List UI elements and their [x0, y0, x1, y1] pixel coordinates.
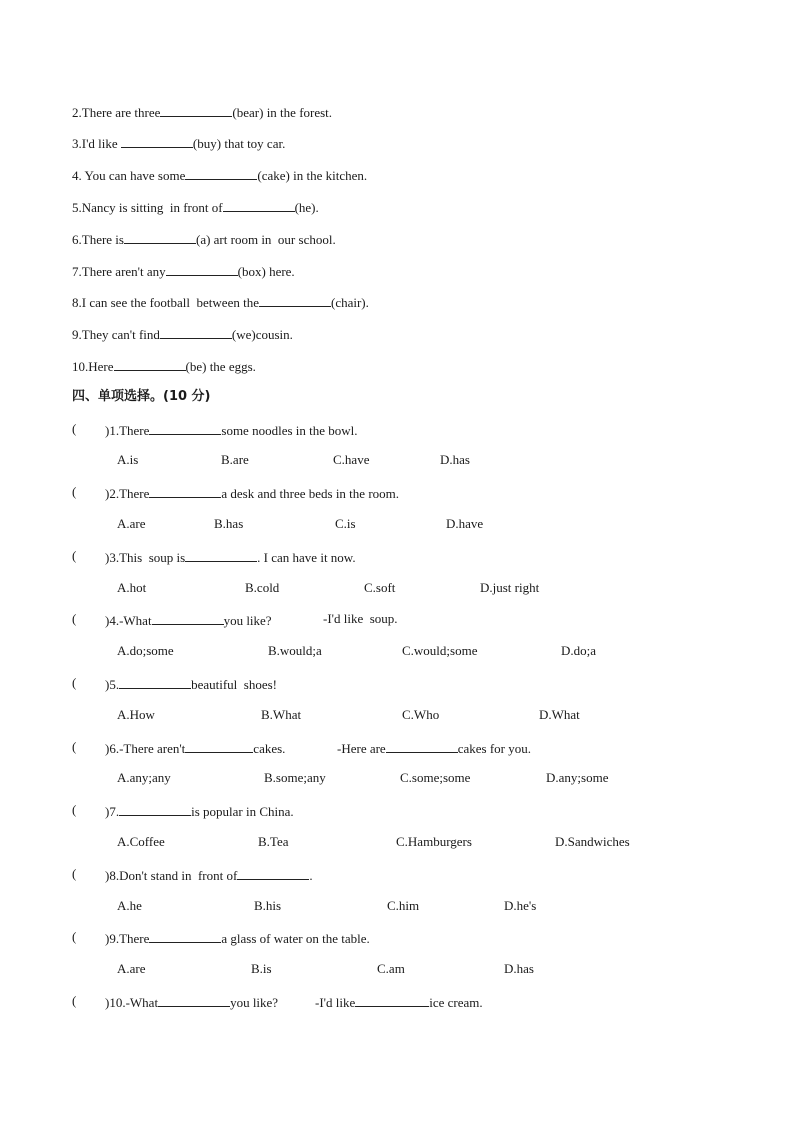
- answer-paren: (: [72, 484, 77, 499]
- question-7: )7. is popular in China.: [105, 804, 294, 819]
- option-2d: D.have: [446, 516, 484, 531]
- option-4c: C.would;some: [402, 643, 478, 658]
- answer-paren: (: [72, 866, 77, 881]
- option-8c: C.him: [387, 898, 420, 913]
- option-7d: D.Sandwiches: [555, 834, 630, 849]
- option-6c: C.some;some: [400, 770, 471, 785]
- option-8d: D.he's: [504, 898, 537, 913]
- fill-item-2: 2.There are three (bear) in the forest.: [72, 105, 333, 120]
- answer-paren: (: [72, 548, 77, 563]
- option-6d: D.any;some: [546, 770, 609, 785]
- answer-paren: (: [72, 993, 77, 1008]
- fill-item-3: 3.I'd like (buy) that toy car.: [72, 136, 286, 151]
- option-1a: A.is: [117, 452, 139, 467]
- option-5a: A.How: [117, 707, 155, 722]
- fill-item-8: 8.I can see the football between the (chair).: [72, 295, 369, 310]
- option-8b: B.his: [254, 898, 282, 913]
- option-4d: D.do;a: [561, 643, 597, 658]
- answer-paren: (: [72, 739, 77, 754]
- fill-item-10: 10.Here (be) the eggs.: [72, 359, 256, 374]
- question-5: )5. beautiful shoes!: [105, 677, 278, 692]
- fill-item-7: 7.There aren't any (box) here.: [72, 264, 295, 279]
- answer-paren: (: [72, 802, 77, 817]
- option-4b: B.would;a: [268, 643, 322, 658]
- option-9a: A.are: [117, 961, 146, 976]
- answer-paren: (: [72, 929, 77, 944]
- option-3d: D.just right: [480, 580, 540, 595]
- answer-paren: (: [72, 675, 77, 690]
- question-2: )2.There a desk and three beds in the room.: [105, 486, 400, 501]
- answer-paren: (: [72, 611, 77, 626]
- option-3c: C.soft: [364, 580, 396, 595]
- question-3: )3.This soup is . I can have it now.: [105, 550, 356, 565]
- option-1d: D.has: [440, 452, 470, 467]
- option-6b: B.some;any: [264, 770, 326, 785]
- option-3b: B.cold: [245, 580, 280, 595]
- fill-item-4: 4. You can have some (cake) in the kitchen.: [72, 168, 368, 183]
- option-6a: A.any;any: [117, 770, 171, 785]
- option-5d: D.What: [539, 707, 580, 722]
- fill-item-9: 9.They can't find (we)cousin.: [72, 327, 293, 342]
- option-5c: C.Who: [402, 707, 440, 722]
- question-4-answer: -I'd like soup.: [323, 611, 398, 626]
- fill-item-6: 6.There is (a) art room in our school.: [72, 232, 336, 247]
- option-7b: B.Tea: [258, 834, 289, 849]
- option-1b: B.are: [221, 452, 249, 467]
- question-10-answer: -I'd like ice cream.: [315, 995, 483, 1010]
- question-8: )8.Don't stand in front of .: [105, 868, 313, 883]
- answer-paren: (: [72, 421, 77, 436]
- option-9d: D.has: [504, 961, 534, 976]
- question-6-answer: -Here are cakes for you.: [337, 741, 531, 756]
- option-5b: B.What: [261, 707, 302, 722]
- option-4a: A.do;some: [117, 643, 174, 658]
- option-7a: A.Coffee: [117, 834, 165, 849]
- option-7c: C.Hamburgers: [396, 834, 472, 849]
- question-6: )6.-There aren't cakes.: [105, 741, 286, 756]
- option-2a: A.are: [117, 516, 146, 531]
- fill-item-5: 5.Nancy is sitting in front of (he).: [72, 200, 319, 215]
- question-4: )4.-What you like?: [105, 613, 272, 628]
- option-2c: C.is: [335, 516, 356, 531]
- option-9c: C.am: [377, 961, 405, 976]
- question-1: )1.There some noodles in the bowl.: [105, 423, 358, 438]
- option-3a: A.hot: [117, 580, 147, 595]
- option-9b: B.is: [251, 961, 272, 976]
- option-2b: B.has: [214, 516, 244, 531]
- question-9: )9.There a glass of water on the table.: [105, 931, 370, 946]
- question-10: )10.-What you like?: [105, 995, 279, 1010]
- option-1c: C.have: [333, 452, 370, 467]
- section-title: 四、单项选择。(10 分): [72, 389, 211, 404]
- option-8a: A.he: [117, 898, 142, 913]
